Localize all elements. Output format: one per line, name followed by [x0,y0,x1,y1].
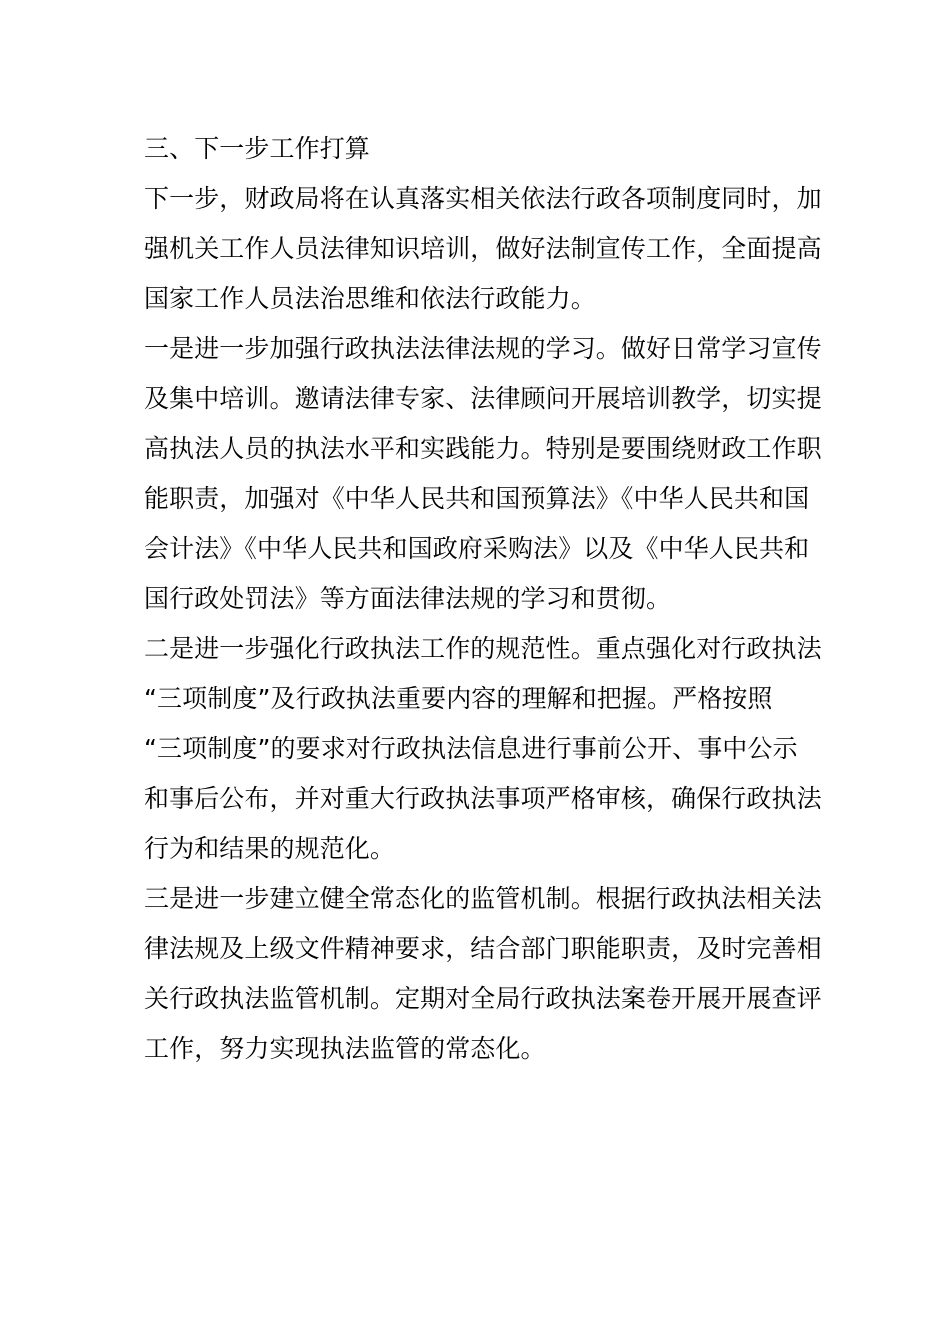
paragraph-line: 行为和结果的规范化。 [144,834,396,863]
paragraph-line: 下一步，财政局将在认真落实相关依法行政各项制度同时，加 [144,184,822,213]
paragraph-point-one [144,324,822,624]
paragraph-line: “三项制度”的要求对行政执法信息进行事前公开、事中公示 [144,734,798,763]
paragraph-line: 会计法》《中华人民共和国政府采购法》以及《中华人民共和 [144,534,810,563]
paragraph-line: 三是进一步建立健全常态化的监管机制。根据行政执法相关法 [144,884,822,913]
paragraph-line: 高执法人员的执法水平和实践能力。特别是要围绕财政工作职 [144,434,822,463]
paragraph-line: 国家工作人员法治思维和依法行政能力。 [144,284,596,313]
paragraph-line: 关行政执法监管机制。定期对全局行政执法案卷开展开展查评 [144,984,822,1013]
document-page [144,124,822,1074]
section-heading: 三、下一步工作打算 [144,134,370,163]
paragraph-line: 二是进一步强化行政执法工作的规范性。重点强化对行政执法 [144,634,822,663]
paragraph-line: 强机关工作人员法律知识培训，做好法制宣传工作，全面提高 [144,234,822,263]
paragraph-line: 及集中培训。邀请法律专家、法律顾问开展培训教学，切实提 [144,384,822,413]
paragraph-line: 一是进一步加强行政执法法律法规的学习。做好日常学习宣传 [144,334,822,363]
paragraph-point-three [144,874,822,1074]
paragraph-intro [144,174,822,324]
paragraph-point-two [144,624,822,874]
paragraph-line: 工作，努力实现执法监管的常态化。 [144,1034,546,1063]
paragraph-line: 律法规及上级文件精神要求，结合部门职能职责，及时完善相 [144,934,822,963]
paragraph-line: “三项制度”及行政执法重要内容的理解和把握。严格按照 [144,684,773,713]
paragraph-line: 和事后公布，并对重大行政执法事项严格审核，确保行政执法 [144,784,822,813]
paragraph-line: 能职责，加强对《中华人民共和国预算法》《中华人民共和国 [144,484,810,513]
paragraph-line: 国行政处罚法》等方面法律法规的学习和贯彻。 [144,584,672,613]
